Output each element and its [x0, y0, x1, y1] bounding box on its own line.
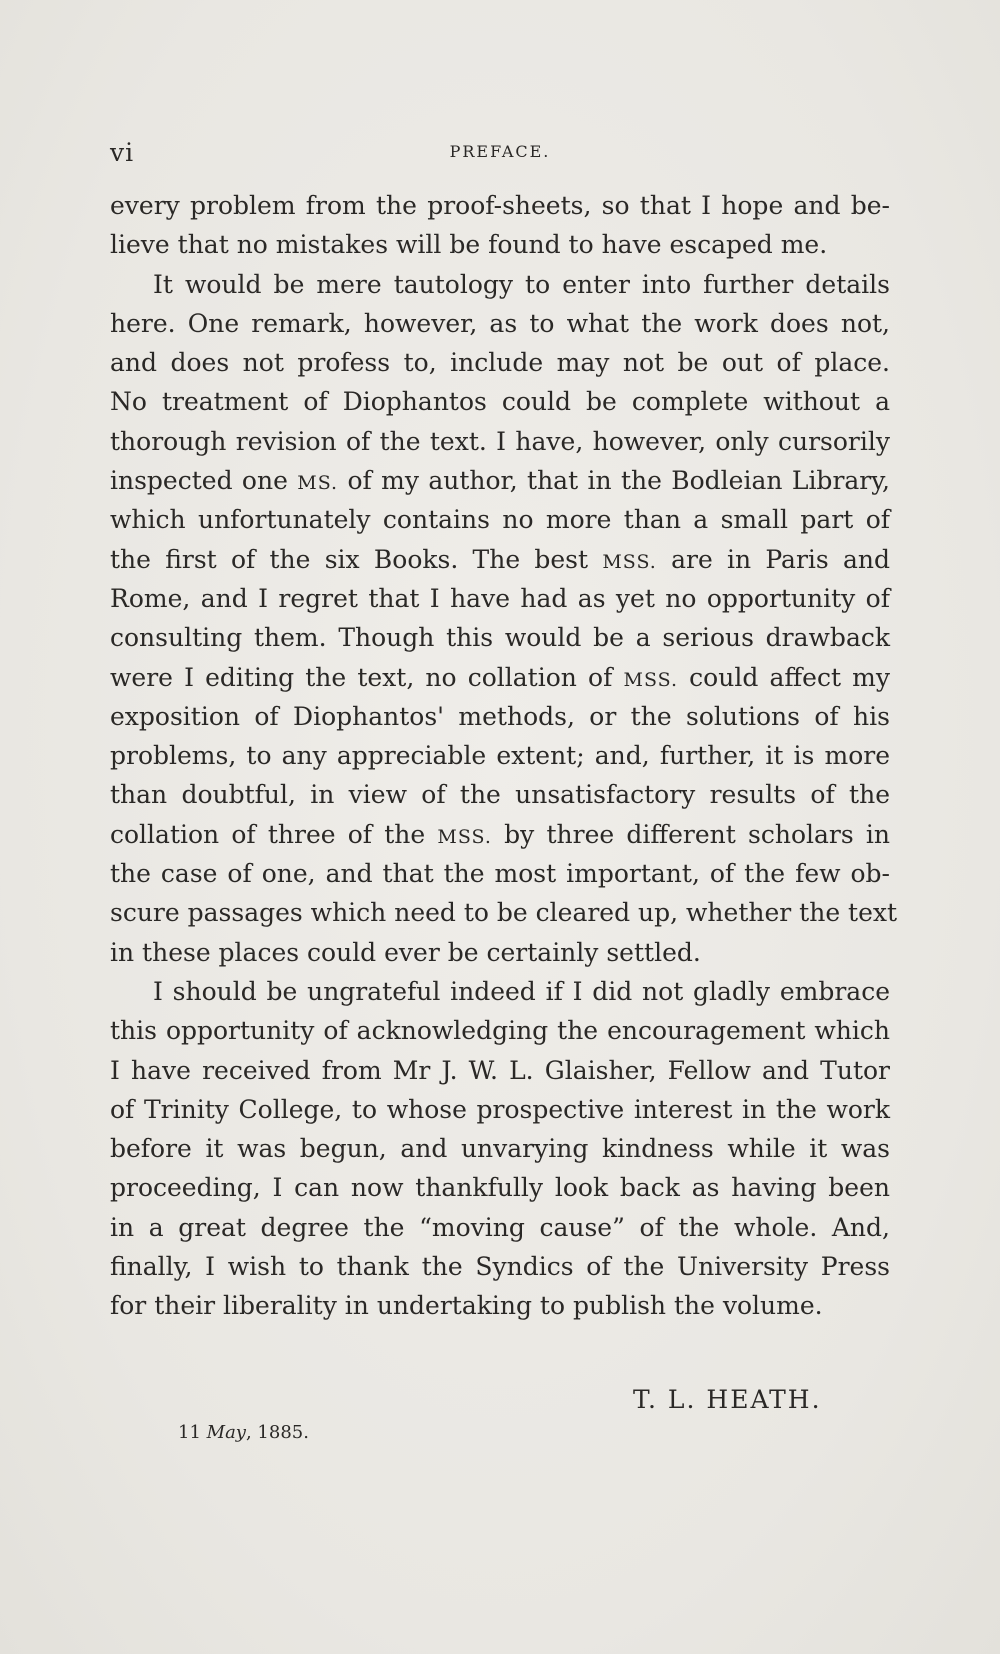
running-title: PREFACE. [449, 142, 551, 161]
small-caps-abbreviation: MSS. [437, 825, 492, 848]
text-line: I should be ungrateful indeed if I did not gladly embrace [153, 976, 890, 1006]
text-run: could affect my [678, 662, 890, 692]
small-caps-abbreviation: MS. [297, 472, 339, 495]
text-line: every problem from the proof-sheets, so that I hope and be- [110, 191, 890, 220]
text-line: Rome, and I regret that I have had as yet no opportunity of [110, 583, 890, 613]
text-line: exposition of Diophantos' methods, or the solutions of his [110, 701, 890, 731]
text-line: for their liberality in undertaking to publish the volume. [110, 1291, 823, 1321]
text-line [110, 540, 890, 579]
text-run: the first of the six Books. The best [110, 544, 603, 574]
date-month: May [206, 1422, 246, 1443]
text-line: consulting them. Though this would be a serious drawback [110, 623, 890, 653]
paragraph-1 [110, 186, 890, 265]
text-line [110, 461, 890, 500]
text-line: No treatment of Diophantos could be complete without a [110, 387, 890, 417]
text-run: by three different scholars in [491, 819, 890, 849]
text-line: lieve that no mistakes will be found to have escaped me. [110, 230, 828, 260]
text-line [110, 815, 890, 854]
author-signature: T. L. HEATH. [633, 1385, 822, 1414]
text-line: It would be mere tautology to enter into further details [153, 269, 890, 299]
text-run: inspected one [110, 466, 298, 496]
text-run: are in Paris and [656, 544, 890, 574]
text-line: thorough revision of the text. I have, however, only cursorily [110, 426, 890, 456]
page-number: vi [110, 138, 135, 167]
text-line: finally, I wish to thank the Syndics of the University Press [110, 1252, 890, 1282]
text-run: were I editing the text, no collation of [110, 662, 624, 692]
text-line [110, 658, 890, 697]
text-line: here. One remark, however, as to what the work does not, [110, 308, 890, 338]
preface-text [110, 186, 898, 1326]
small-caps-abbreviation: MSS. [602, 550, 657, 573]
paragraph-3 [110, 972, 890, 1326]
text-line: scure passages which need to be cleared up, whether the text [110, 898, 898, 928]
date-day: 11 [178, 1422, 207, 1443]
text-line: I have received from Mr J. W. L. Glaisher, Fellow and Tutor [110, 1055, 890, 1085]
text-line: and does not profess to, include may not be out of place. [110, 348, 890, 378]
text-line: than doubtful, in view of the unsatisfactory results of the [110, 780, 890, 810]
text-run: collation of three of the [110, 819, 438, 849]
preface-date [178, 1422, 309, 1443]
text-run: of my author, that in the Bodleian Library, [338, 466, 890, 496]
text-line: problems, to any appreciable extent; and, further, it is more [110, 741, 890, 771]
text-line: this opportunity of acknowledging the encouragement which [110, 1016, 890, 1046]
paragraph-2 [110, 265, 898, 972]
text-line: in a great degree the “moving cause” of the whole. And, [110, 1212, 890, 1242]
running-head [110, 138, 890, 170]
text-line: the case of one, and that the most important, of the few ob- [110, 859, 890, 889]
text-line: of Trinity College, to whose prospective interest in the work [110, 1094, 890, 1124]
small-caps-abbreviation: MSS. [623, 668, 679, 691]
text-line: in these places could ever be certainly settled. [110, 937, 701, 967]
date-year: , 1885. [245, 1422, 309, 1443]
text-line: which unfortunately contains no more than a small part of [110, 505, 890, 535]
text-line: before it was begun, and unvarying kindness while it was [110, 1134, 890, 1164]
text-line: proceeding, I can now thankfully look back as having been [110, 1173, 890, 1203]
